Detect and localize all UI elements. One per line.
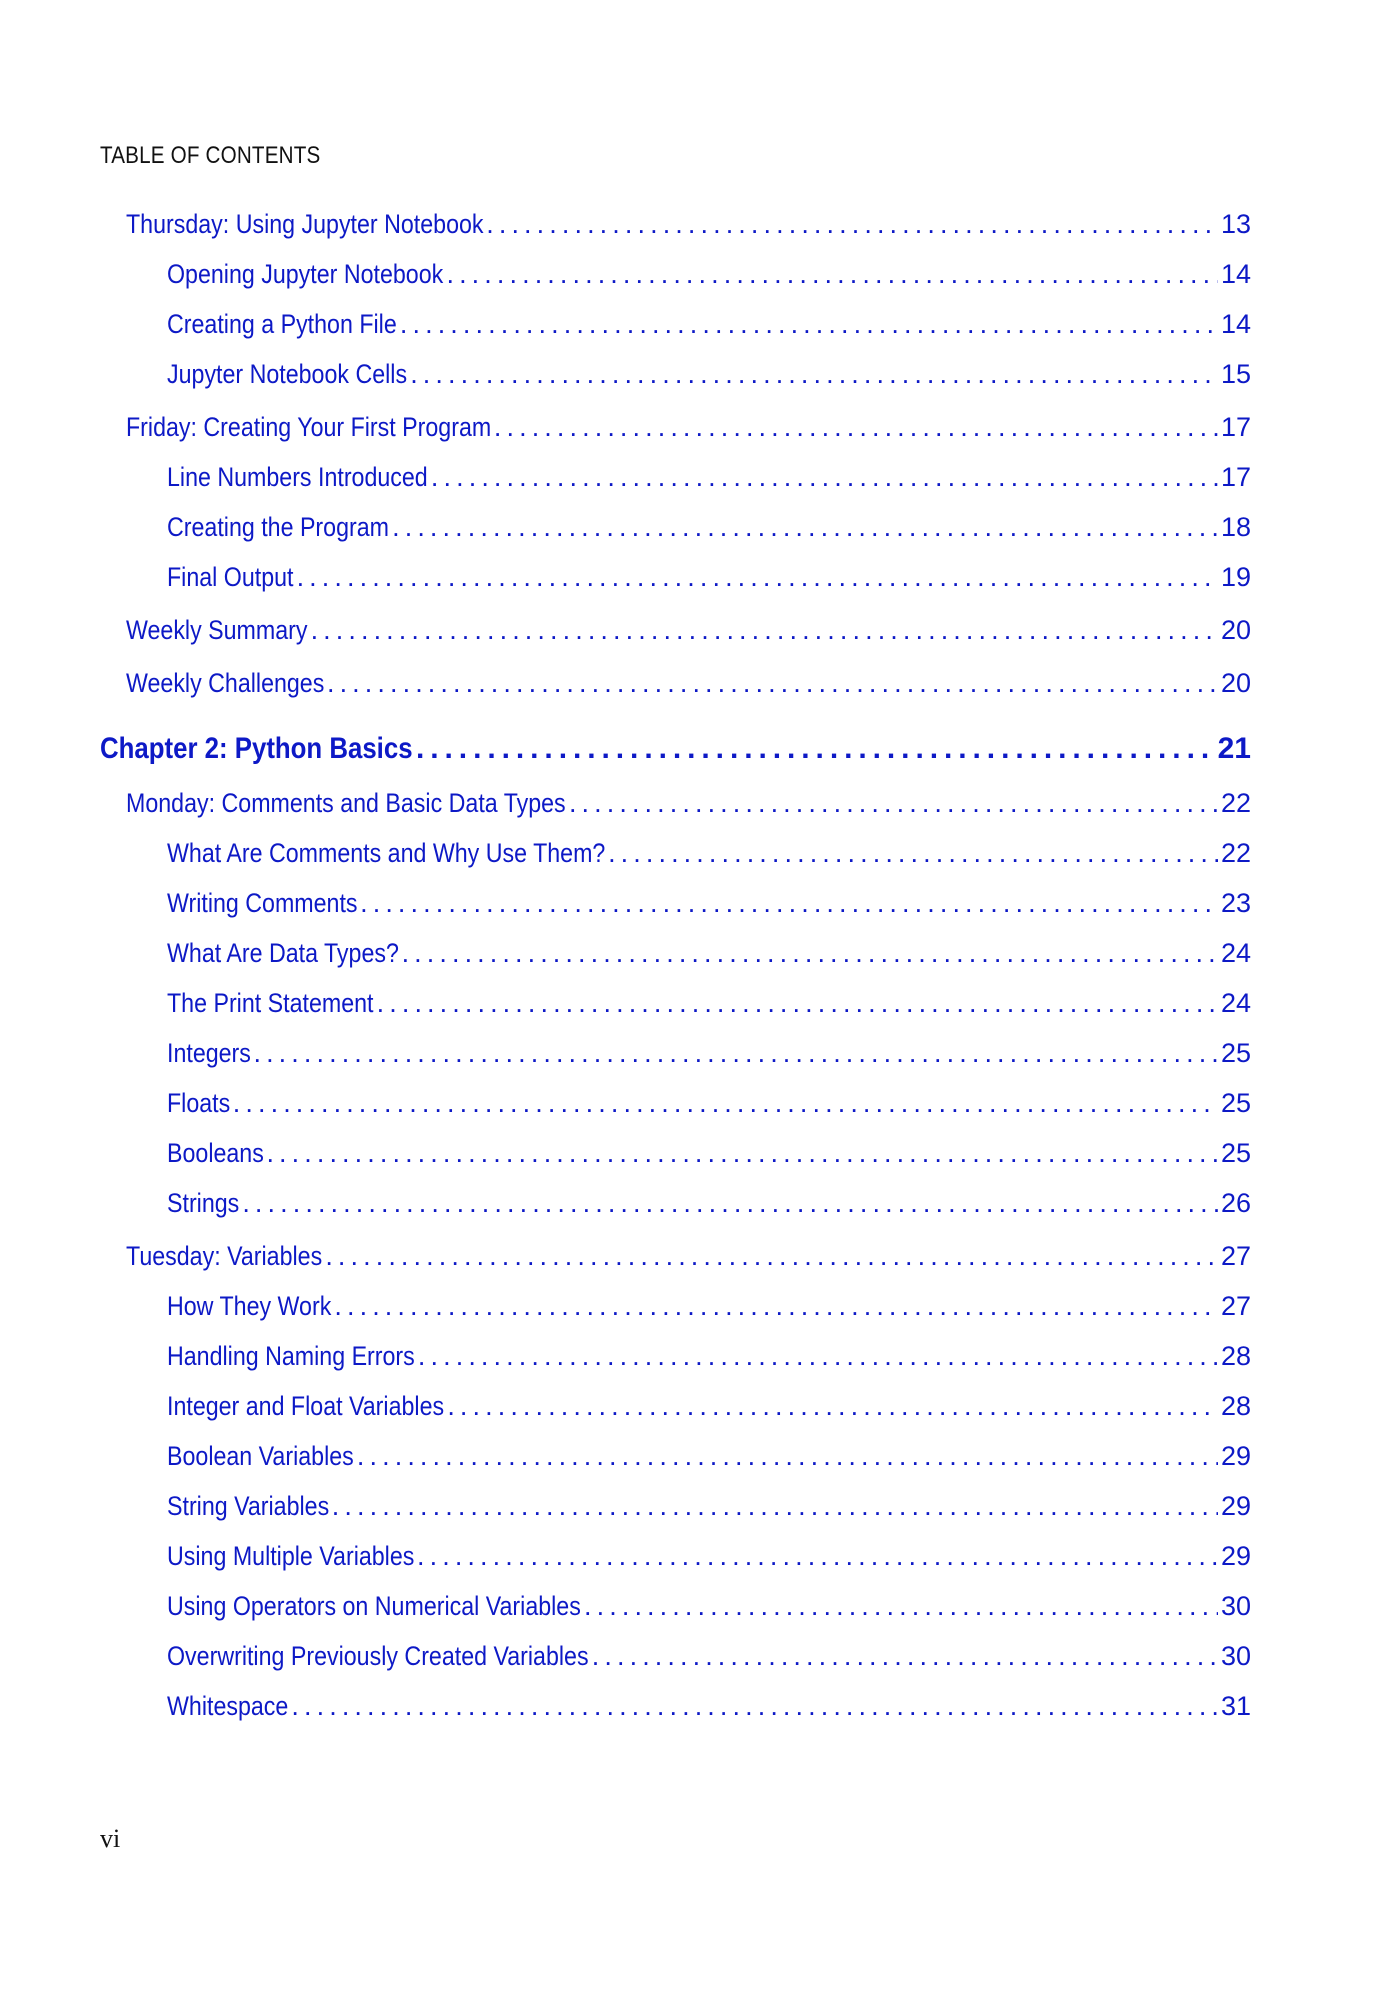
dot-leader — [416, 732, 1215, 766]
page-number: vi — [100, 1824, 121, 1853]
dot-leader — [327, 668, 1218, 699]
toc-entry[interactable] — [167, 1341, 1251, 1375]
toc-entry-title: Chapter 2: Python Basics — [100, 732, 413, 765]
toc-entry-title: What Are Data Types? — [167, 938, 399, 968]
toc-entry[interactable] — [167, 359, 1251, 393]
toc-entry-page: 27 — [1220, 1241, 1251, 1271]
toc-entry[interactable] — [126, 412, 1251, 446]
dot-leader — [311, 615, 1218, 646]
dot-leader — [253, 1038, 1217, 1069]
toc-entry-page: 25 — [1220, 1088, 1251, 1118]
toc-entry-page: 20 — [1220, 668, 1251, 698]
toc-entry-title: Weekly Summary — [126, 615, 308, 645]
toc-entry-title: Friday: Creating Your First Program — [126, 412, 492, 442]
dot-leader — [377, 988, 1218, 1019]
toc-entry-page: 24 — [1220, 938, 1251, 968]
toc-entry[interactable] — [167, 1291, 1251, 1325]
toc-entry[interactable] — [167, 562, 1251, 596]
toc-entry[interactable] — [167, 838, 1251, 872]
running-head: TABLE OF CONTENTS — [100, 142, 321, 169]
toc-entry-title: String Variables — [167, 1491, 330, 1521]
toc-entry-title: How They Work — [167, 1291, 332, 1321]
toc-entry[interactable] — [167, 512, 1251, 546]
toc-entry[interactable] — [167, 259, 1251, 293]
toc-entry-page: 29 — [1220, 1441, 1251, 1471]
toc-entry-title: Thursday: Using Jupyter Notebook — [126, 209, 484, 239]
dot-leader — [569, 788, 1218, 819]
toc-entry[interactable] — [126, 209, 1251, 243]
toc-entry[interactable] — [167, 888, 1251, 922]
dot-leader — [266, 1138, 1218, 1169]
toc-entry-page: 22 — [1220, 788, 1251, 818]
dot-leader — [332, 1491, 1218, 1522]
dot-leader — [400, 309, 1218, 340]
toc-entry-page: 25 — [1220, 1038, 1251, 1068]
dot-leader — [431, 462, 1218, 493]
toc-entry-title: Overwriting Previously Created Variables — [167, 1641, 589, 1671]
dot-leader — [417, 1541, 1218, 1572]
toc-entry-title: Whitespace — [167, 1691, 289, 1721]
toc-entry-page: 24 — [1220, 988, 1251, 1018]
toc-entry-page: 14 — [1220, 309, 1251, 339]
dot-leader — [291, 1691, 1218, 1722]
dot-leader — [357, 1441, 1218, 1472]
toc-entry-page: 25 — [1220, 1138, 1251, 1168]
toc-entry-title: Creating a Python File — [167, 309, 397, 339]
toc-entry-page: 30 — [1220, 1591, 1251, 1621]
toc-entry-page: 13 — [1220, 209, 1251, 239]
toc-entry-title: Using Multiple Variables — [167, 1541, 415, 1571]
dot-leader — [418, 1341, 1218, 1372]
toc-entry-title: Jupyter Notebook Cells — [167, 359, 408, 389]
dot-leader — [592, 1641, 1218, 1672]
toc-entry-page: 29 — [1220, 1491, 1251, 1521]
dot-leader — [410, 359, 1218, 390]
toc-entry-title: Integers — [167, 1038, 251, 1068]
toc-entry-page: 18 — [1220, 512, 1251, 542]
toc-entry-page: 28 — [1220, 1391, 1251, 1421]
dot-leader — [584, 1591, 1218, 1622]
toc-entry-title: Integer and Float Variables — [167, 1391, 445, 1421]
toc-entry-page: 21 — [1217, 732, 1251, 765]
toc-entry-page: 30 — [1220, 1641, 1251, 1671]
toc-entry-page: 19 — [1220, 562, 1251, 592]
toc-entry-title: Handling Naming Errors — [167, 1341, 415, 1371]
toc-entry-page: 17 — [1220, 462, 1251, 492]
toc-entry[interactable] — [167, 1691, 1251, 1725]
toc-entry-title: Opening Jupyter Notebook — [167, 259, 444, 289]
toc-entry-page: 22 — [1220, 838, 1251, 868]
dot-leader — [494, 412, 1218, 443]
dot-leader — [242, 1188, 1218, 1219]
dot-leader — [233, 1088, 1218, 1119]
toc-entry[interactable] — [167, 1541, 1251, 1575]
dot-leader — [608, 838, 1218, 869]
toc-entry[interactable] — [167, 462, 1251, 496]
toc-entry[interactable] — [167, 1138, 1251, 1172]
toc-entry[interactable] — [126, 615, 1251, 649]
toc-entry-title: Floats — [167, 1088, 231, 1118]
toc-entry-page: 23 — [1220, 888, 1251, 918]
toc-entry[interactable] — [167, 1391, 1251, 1425]
toc-chapter-entry[interactable] — [100, 732, 1251, 770]
toc-entry[interactable] — [167, 1038, 1251, 1072]
dot-leader — [325, 1241, 1218, 1272]
toc-entry-page: 28 — [1220, 1341, 1251, 1371]
toc-entry-title: Line Numbers Introduced — [167, 462, 428, 492]
toc-entry[interactable] — [126, 668, 1251, 702]
toc-entry[interactable] — [167, 1088, 1251, 1122]
toc-entry-page: 14 — [1220, 259, 1251, 289]
toc-entry-title: The Print Statement — [167, 988, 374, 1018]
toc-entry[interactable] — [167, 938, 1251, 972]
toc-entry-title: Strings — [167, 1188, 240, 1218]
dot-leader — [446, 259, 1217, 290]
toc-entry-page: 27 — [1220, 1291, 1251, 1321]
toc-entry-page: 26 — [1220, 1188, 1251, 1218]
toc-entry[interactable] — [167, 1491, 1251, 1525]
toc-entry-title: Booleans — [167, 1138, 264, 1168]
toc-entry-title: Monday: Comments and Basic Data Types — [126, 788, 566, 818]
dot-leader — [297, 562, 1218, 593]
toc-entry-page: 15 — [1220, 359, 1251, 389]
toc-entry-page: 20 — [1220, 615, 1251, 645]
toc-entry-title: Using Operators on Numerical Variables — [167, 1591, 581, 1621]
dot-leader — [360, 888, 1218, 919]
toc-entry[interactable] — [167, 309, 1251, 343]
dot-leader — [447, 1391, 1218, 1422]
toc-entry-page: 29 — [1220, 1541, 1251, 1571]
toc-entry[interactable] — [167, 1591, 1251, 1625]
dot-leader — [402, 938, 1218, 969]
toc-entry[interactable] — [167, 1188, 1251, 1222]
toc-entry-title: Writing Comments — [167, 888, 358, 918]
toc-entry-title: What Are Comments and Why Use Them? — [167, 838, 606, 868]
toc-entry-page: 31 — [1220, 1691, 1251, 1721]
toc-entry-title: Tuesday: Variables — [126, 1241, 323, 1271]
toc-entry[interactable] — [167, 1641, 1251, 1675]
toc-entry[interactable] — [126, 788, 1251, 822]
dot-leader — [392, 512, 1218, 543]
toc-entry[interactable] — [126, 1241, 1251, 1275]
dot-leader — [486, 209, 1218, 240]
toc-entry-title: Weekly Challenges — [126, 668, 325, 698]
toc-entry-title: Boolean Variables — [167, 1441, 354, 1471]
toc-entry[interactable] — [167, 1441, 1251, 1475]
toc-entry-page: 17 — [1220, 412, 1251, 442]
dot-leader — [334, 1291, 1218, 1322]
toc-entry-title: Creating the Program — [167, 512, 389, 542]
toc-entry[interactable] — [167, 988, 1251, 1022]
toc-entry-title: Final Output — [167, 562, 294, 592]
